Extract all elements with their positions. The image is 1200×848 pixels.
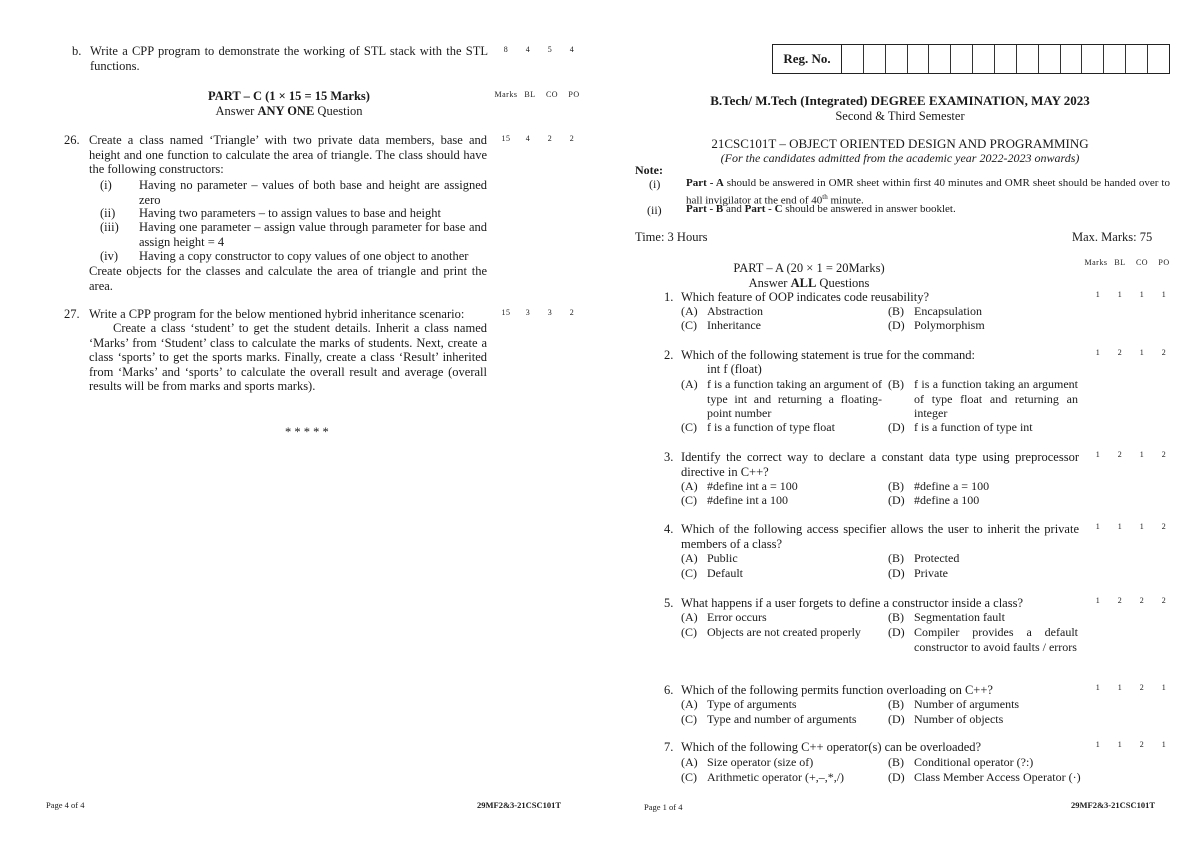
q2-option-c: (C) f is a function of type float [681, 420, 835, 434]
reg-no-cell[interactable] [1082, 45, 1104, 73]
note-i-text: Part - A should be answered in OMR sheet within first 40 minutes and OMR sheet should be handed over to hall invigilator at the end of 40th minute. [686, 177, 1170, 207]
q1-option-d: (D) Polymorphism [888, 318, 985, 332]
reg-no-cell[interactable] [1104, 45, 1126, 73]
q26-closing: Create objects for the classes and calculate the area of triangle and print the area. [89, 264, 487, 293]
q3-number: 3. [664, 450, 674, 464]
semester: Second & Third Semester [835, 109, 965, 123]
part-a-title: PART – A (20 × 1 = 20Marks) [733, 261, 885, 275]
part-c-col-headers: Marks BL CO PO [494, 90, 580, 99]
q5-meta: 1 2 2 2 [1095, 596, 1167, 605]
q6-option-a: (A) Type of arguments [681, 697, 797, 711]
note-i-num: (i) [649, 177, 661, 191]
q1-option-a: (A) Abstraction [681, 304, 763, 318]
reg-no-cell[interactable] [1039, 45, 1061, 73]
q5-option-d-label: (D) [888, 625, 905, 639]
q26-item-4-num: (iv) [100, 249, 119, 263]
q1-option-c: (C) Inheritance [681, 318, 761, 332]
q3-option-c: (C) #define int a 100 [681, 493, 788, 507]
reg-no-cell[interactable] [864, 45, 886, 73]
reg-no-cell[interactable] [908, 45, 930, 73]
q7-option-c: (C) Arithmetic operator (+,–,*,/) [681, 770, 845, 784]
end-stars: * * * * * [285, 425, 329, 439]
q26-text: Create a class named ‘Triangle’ with two private data members, base and height and one function to calculate the area of triangle. The class should have the following constructors: [89, 133, 487, 176]
q27-meta: 15 3 3 2 [501, 308, 575, 317]
q3-option-a: (A) #define int a = 100 [681, 479, 798, 493]
q2-number: 2. [664, 348, 674, 362]
reg-no-cell[interactable] [842, 45, 864, 73]
part-c-instruction: Answer ANY ONE Question [215, 104, 363, 118]
course-title: 21CSC101T – OBJECT ORIENTED DESIGN AND PROGRAMMING [711, 136, 1089, 151]
q6-option-c: (C) Type and number of arguments [681, 712, 857, 726]
reg-no-cell[interactable] [1017, 45, 1039, 73]
q5-option-a: (A) Error occurs [681, 610, 767, 624]
exam-time: Time: 3 Hours [635, 230, 708, 244]
q2-option-d: (D) f is a function of type int [888, 420, 1033, 434]
reg-no-cell[interactable] [995, 45, 1017, 73]
q7-option-a: (A) Size operator (size of) [681, 755, 814, 769]
part-a-instruction: Answer ALL Questions [748, 276, 870, 290]
q25b-meta: 8 4 5 4 [503, 45, 575, 54]
q5-option-b: (B) Segmentation fault [888, 610, 1005, 624]
note-ii-text: Part - B and Part - C should be answered in answer booklet. [686, 203, 956, 215]
max-marks: Max. Marks: 75 [1072, 230, 1153, 244]
reg-no-cell[interactable] [929, 45, 951, 73]
q2-option-a: f is a function taking an argument of type int and returning a floating-point number [707, 377, 882, 420]
reg-no-cell[interactable] [1126, 45, 1148, 73]
q5-number: 5. [664, 596, 674, 610]
q6-meta: 1 1 2 1 [1095, 683, 1167, 692]
q2-option-b-label: (B) [888, 377, 904, 391]
q26-item-2-num: (ii) [100, 206, 116, 220]
q26-meta: 15 4 2 2 [501, 134, 575, 143]
left-footer-code: 29MF2&3-21CSC101T [477, 800, 562, 810]
right-footer-code: 29MF2&3-21CSC101T [1071, 800, 1156, 810]
q25b-label: b. [72, 44, 82, 58]
q26-item-3-text: Having one parameter – assign value through parameter for base and assign height = 4 [139, 220, 487, 249]
q26-item-2-text: Having two parameters – to assign values to base and height [139, 206, 442, 220]
q5-option-d: Compiler provides a default constructor to avoid faults / errors [914, 625, 1078, 654]
q3-text: Identify the correct way to declare a constant data type using preprocessor directive in C++? [681, 450, 1079, 479]
part-a-col-headers: Marks BL CO PO [1084, 258, 1170, 267]
q4-option-a: (A) Public [681, 551, 738, 565]
q2-option-a-label: (A) [681, 377, 698, 391]
q26-item-1-text: Having no parameter – values of both base and height are assigned zero [139, 178, 487, 207]
note-label: Note: [635, 163, 663, 177]
q4-option-d: (D) Private [888, 566, 948, 580]
q4-meta: 1 1 1 2 [1095, 522, 1167, 531]
q2-text: Which of the following statement is true for the command: [681, 348, 976, 362]
q1-option-b: (B) Encapsulation [888, 304, 982, 318]
q6-option-d: (D) Number of objects [888, 712, 1004, 726]
q4-text: Which of the following access specifier allows the user to inherit the private members of a class? [681, 522, 1079, 551]
q7-option-d: Class Member Access Operator (·) [914, 770, 1081, 784]
q2-option-b: f is a function taking an argument of type float and returning an integer [914, 377, 1078, 420]
q26-item-3-num: (iii) [100, 220, 119, 234]
reg-no-cell[interactable] [951, 45, 973, 73]
q2-meta: 1 2 1 2 [1095, 348, 1167, 357]
q26-number: 26. [64, 133, 80, 147]
q3-option-d: (D) #define a 100 [888, 493, 980, 507]
note-ii-num: (ii) [647, 203, 662, 217]
q2-code: int f (float) [707, 362, 762, 376]
q25b-text: Write a CPP program to demonstrate the working of STL stack with the STL functions. [90, 44, 488, 73]
q6-text: Which of the following permits function overloading on C++? [681, 683, 993, 697]
reg-no-cell[interactable] [886, 45, 908, 73]
q4-option-b: (B) Protected [888, 551, 960, 565]
right-footer-page: Page 1 of 4 [644, 802, 683, 812]
reg-no-cell[interactable] [973, 45, 995, 73]
q1-meta: 1 1 1 1 [1095, 290, 1167, 299]
q1-text: Which feature of OOP indicates code reusability? [681, 290, 930, 304]
reg-no-cell[interactable] [1148, 45, 1169, 73]
q3-option-b: (B) #define a = 100 [888, 479, 990, 493]
q1-number: 1. [664, 290, 674, 304]
q7-option-d-label: (D) [888, 770, 905, 784]
q26-item-1-num: (i) [100, 178, 112, 192]
q7-option-b: (B) Conditional operator (?:) [888, 755, 1034, 769]
left-footer-page: Page 4 of 4 [46, 800, 85, 810]
q7-number: 7. [664, 740, 674, 754]
q4-option-c: (C) Default [681, 566, 743, 580]
q5-option-c: (C) Objects are not created properly [681, 625, 861, 639]
reg-no-label: Reg. No. [773, 45, 842, 73]
part-c-title: PART – C (1 × 15 = 15 Marks) [208, 89, 370, 103]
reg-no-box [772, 44, 1170, 74]
q27-body: Create a class ‘student’ to get the student details. Inherit a class named ‘Marks’ from ‘Student’ class to calculate the marks of students. Next, create a class ‘sports’ to get the sports marks. Finally, create a class ‘Result’ inherited from ‘Marks’ and ‘sports’ to calculate the overall result and average (overall results will be from marks and sports marks). [89, 321, 487, 393]
q5-text: What happens if a user forgets to define a constructor inside a class? [681, 596, 1024, 610]
q4-number: 4. [664, 522, 674, 536]
q27-number: 27. [64, 307, 80, 321]
applicability: (For the candidates admitted from the academic year 2022-2023 onwards) [720, 151, 1080, 165]
q26-item-4-text: Having a copy constructor to copy values of one object to another [139, 249, 469, 263]
q7-text: Which of the following C++ operator(s) can be overloaded? [681, 740, 982, 754]
q6-number: 6. [664, 683, 674, 697]
q7-meta: 1 1 2 1 [1095, 740, 1167, 749]
exam-title: B.Tech/ M.Tech (Integrated) DEGREE EXAMINATION, MAY 2023 [710, 93, 1090, 108]
q3-meta: 1 2 1 2 [1095, 450, 1167, 459]
reg-no-cell[interactable] [1061, 45, 1083, 73]
q27-intro: Write a CPP program for the below mentioned hybrid inheritance scenario: [89, 307, 465, 321]
q6-option-b: (B) Number of arguments [888, 697, 1020, 711]
